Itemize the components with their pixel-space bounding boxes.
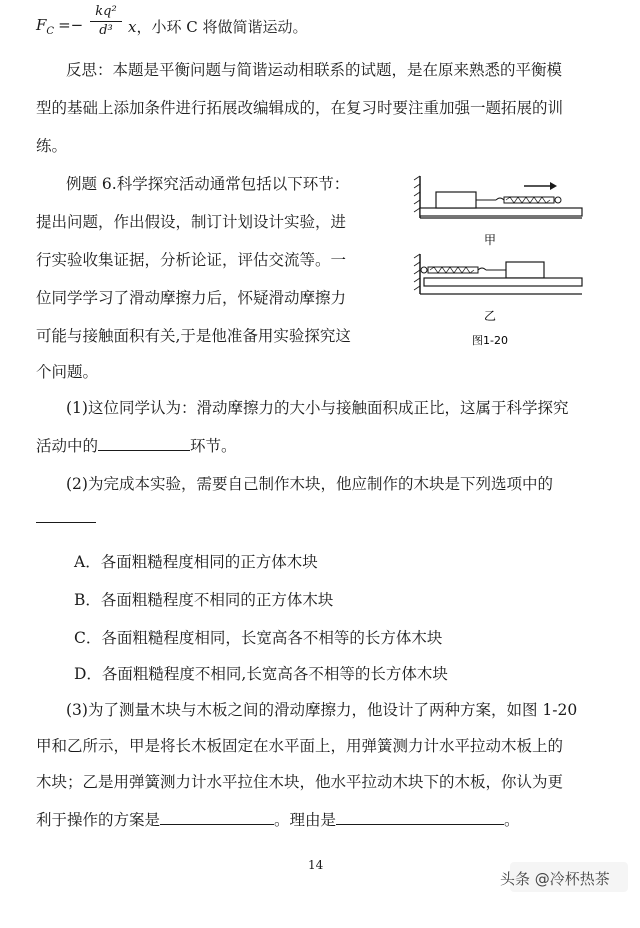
example-line-1: 例题 6.科学探究活动通常包括以下环节： [66, 175, 350, 193]
option-a: A．各面粗糙程度相同的正方体木块 [74, 553, 318, 571]
option-c: C．各面粗糙程度相同，长宽高各不相等的长方体木块 [74, 629, 443, 647]
label-jia: 甲 [483, 233, 497, 247]
diagram-jia [414, 176, 582, 218]
formula-trailing: x，小环 C 将做简谐运动。 [128, 18, 308, 36]
example-line-5: 可能与接触面积有关,于是他准备用实验探究这 [36, 327, 351, 345]
formula-fraction [88, 4, 124, 39]
board-yi [424, 278, 582, 286]
example-line-4: 位同学学习了滑动摩擦力后，怀疑滑动摩擦力 [36, 289, 347, 307]
board-jia [420, 208, 582, 216]
q2-line-1: (2)为完成本实验，需要自己制作木块，他应制作的木块是下列选项中的 [66, 475, 553, 493]
reflection-line-2: 型的基础上添加条件进行拓展改编辑成的，在复习时要注重加强一题拓展的训 [36, 99, 564, 117]
formula-denominator: d³ [99, 23, 113, 38]
watermark-text: 头条 @冷杯热茶 [500, 870, 610, 888]
page-number: 14 [308, 858, 324, 872]
q1-line-1: (1)这位同学认为：滑动摩擦力的大小与接触面积成正比，这属于科学探究 [66, 399, 569, 417]
figure-1-20 [400, 172, 588, 352]
q3-line-3: 木块；乙是用弹簧测力计水平拉住木块，他水平拉动木块下的木板，你认为更 [36, 773, 564, 791]
example-line-3: 行实验收集证据，分析论证，评估交流等。一 [36, 251, 347, 269]
q2-answer-blank[interactable] [36, 506, 96, 523]
q3-reason-blank[interactable] [336, 808, 504, 825]
reflection-line-1: 反思：本题是平衡问题与简谐运动相联系的试题，是在原来熟悉的平衡模 [66, 61, 563, 79]
reflection-line-3: 练。 [36, 137, 68, 155]
diagram-yi [414, 254, 582, 294]
q3-scheme-blank[interactable] [160, 808, 274, 825]
figure-caption: 图1-20 [472, 334, 508, 347]
formula-numerator: kq² [95, 4, 117, 19]
label-yi: 乙 [483, 309, 497, 323]
block-jia [436, 192, 476, 208]
example-line-2: 提出问题，作出假设，制订计划设计实验，进 [36, 213, 347, 231]
q3-line-2: 甲和乙所示，甲是将长木板固定在水平面上，用弹簧测力计水平拉动木板上的 [36, 737, 564, 755]
q1-answer-blank[interactable] [98, 434, 190, 451]
q1-line-2: 活动中的 环节。 [36, 434, 237, 456]
option-d: D．各面粗糙程度不相同,长宽高各不相等的长方体木块 [74, 665, 448, 683]
option-b: B．各面粗糙程度不相同的正方体木块 [74, 591, 334, 609]
q3-line-1: (3)为了测量木块与木板之间的滑动摩擦力，他设计了两种方案，如图 1-20 [66, 701, 578, 719]
example-line-6: 个问题。 [36, 363, 99, 381]
q3-line-4: 利于操作的方案是 。理由是 。 [36, 808, 520, 830]
formula-lhs: $F_C$ =− [36, 16, 84, 37]
block-yi [506, 262, 544, 278]
q2-line-2 [36, 506, 96, 528]
